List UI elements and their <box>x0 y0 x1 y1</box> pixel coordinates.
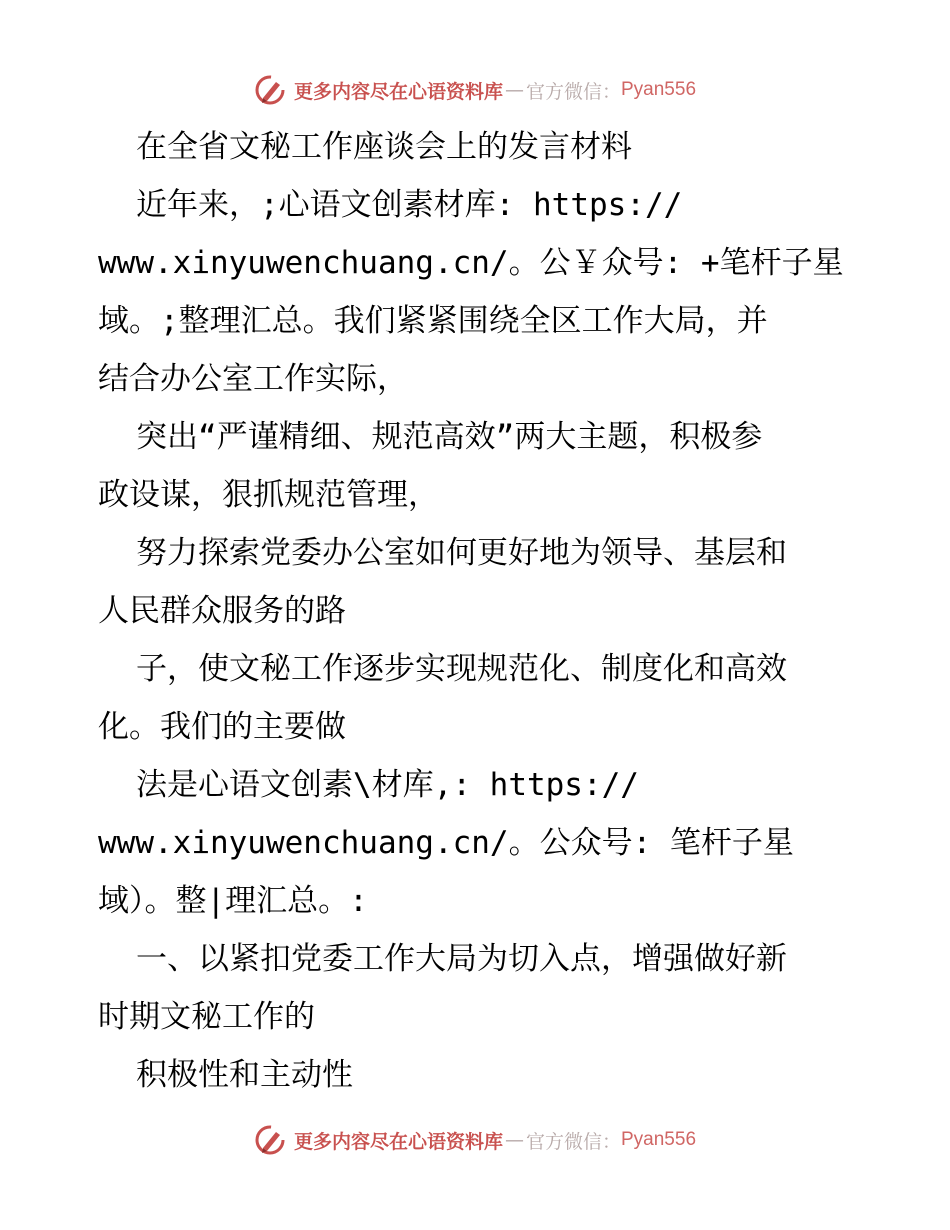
text-line: 政设谋，狠抓规范管理， <box>98 477 439 513</box>
text-line: 域）。整|理汇总。: <box>98 883 368 919</box>
section-heading: 一、以紧扣党委工作大局为切入点，增强做好新 <box>136 941 787 977</box>
banner-wechat-id: Pyan556 <box>621 1129 697 1150</box>
header-banner <box>0 70 950 110</box>
text-line: 化。我们的主要做 <box>98 709 346 745</box>
text-line: 结合办公室工作实际， <box>98 361 408 397</box>
text-line: 时期文秘工作的 <box>98 999 315 1035</box>
document-title: 在全省文秘工作座谈会上的发言材料 <box>136 129 632 165</box>
text-line: 努力探索党委办公室如何更好地为领导、基层和 <box>136 535 787 571</box>
text-line: 子，使文秘工作逐步实现规范化、制度化和高效 <box>136 651 787 687</box>
banner-official-label: 官方微信： <box>525 1130 621 1153</box>
footer-banner <box>0 1120 950 1160</box>
text-line: 近年来，;心语文创素材库: https:// <box>136 187 683 223</box>
text-line: 人民群众服务的路 <box>98 593 346 629</box>
banner-text: 更多内容尽在心语资料库 <box>293 1130 503 1153</box>
pen-logo-icon <box>254 73 288 107</box>
document-body <box>98 118 858 1104</box>
text-line: www.xinyuwenchuang.cn/。公众号: 笔杆子星 <box>98 825 794 861</box>
text-line: 法是心语文创素\材库,: https:// <box>136 767 639 803</box>
banner-text: 更多内容尽在心语资料库 <box>293 80 503 103</box>
text-line: 突出“严谨精细、规范高效”两大主题，积极参 <box>136 419 763 455</box>
text-line: www.xinyuwenchuang.cn/。公￥众号: +笔杆子星 <box>98 245 844 281</box>
banner-dash: — <box>504 79 524 101</box>
banner-wechat-id: Pyan556 <box>621 79 697 100</box>
text-line: 域。;整理汇总。我们紧紧围绕全区工作大局，并 <box>98 303 768 339</box>
pen-logo-icon <box>254 1123 288 1157</box>
banner-dash: — <box>504 1129 524 1151</box>
banner-official-label: 官方微信： <box>525 80 621 103</box>
text-line: 积极性和主动性 <box>136 1057 353 1093</box>
